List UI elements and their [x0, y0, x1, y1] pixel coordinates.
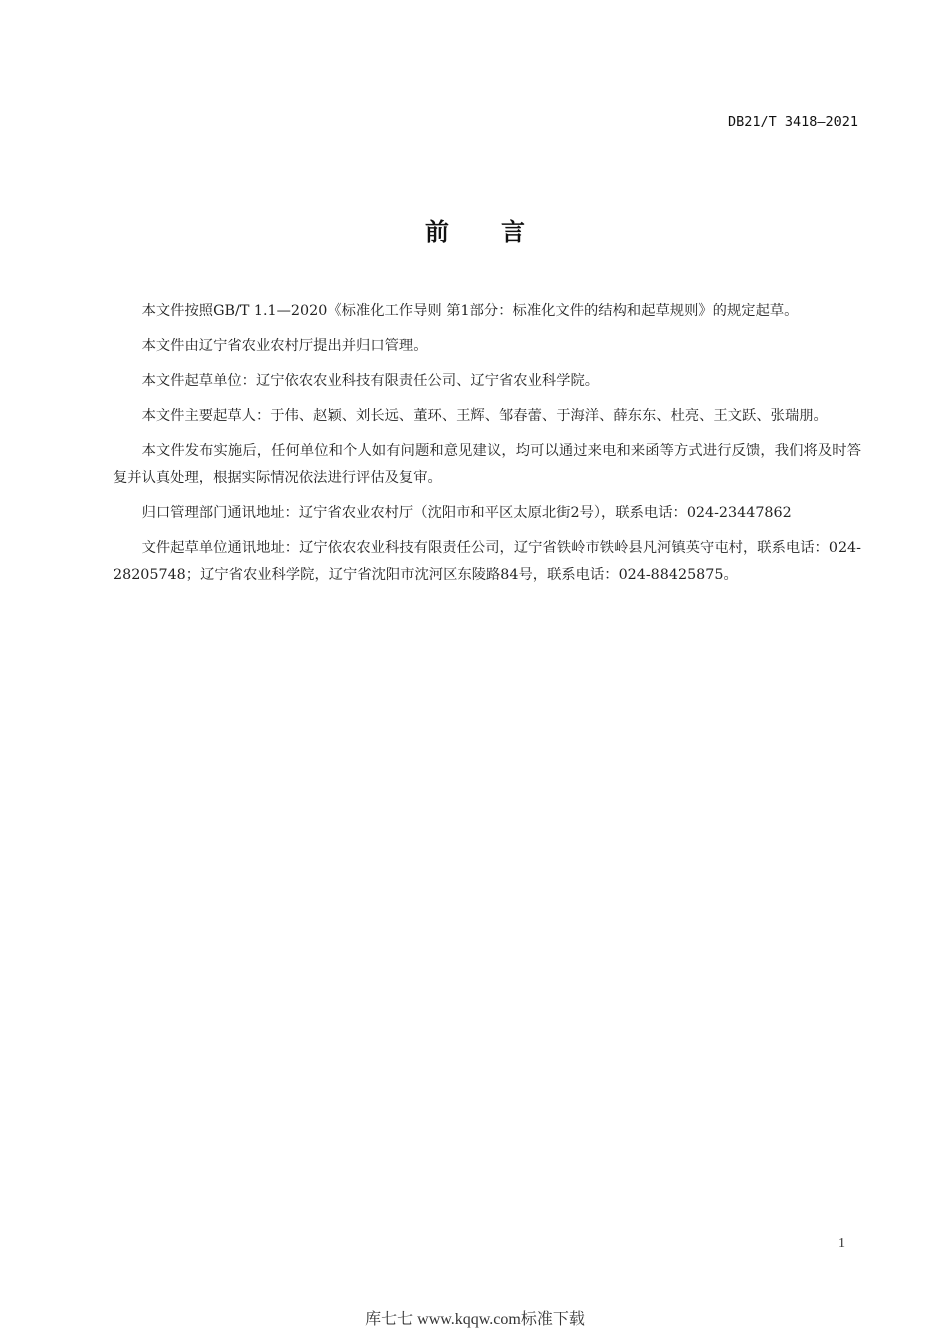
foreword-body: [113, 298, 861, 597]
page-number: 1: [838, 1236, 845, 1251]
paragraph-drafters: 本文件主要起草人：于伟、赵颖、刘长远、董环、王辉、邹春蕾、于海洋、薛东东、杜亮、王文跃、张瑞朋。: [141, 408, 828, 424]
title-char-2: 言: [501, 218, 525, 246]
paragraph-drafting-units: 本文件起草单位：辽宁依农农业科技有限责任公司、辽宁省农业科学院。: [141, 373, 600, 389]
title-char-1: 前: [425, 218, 449, 246]
paragraph-drafter-address: 文件起草单位通讯地址：辽宁依农农业科技有限责任公司，辽宁省铁岭市铁岭县凡河镇英守屯村，联系电话：024-28205748；辽宁省农业科学院，辽宁省沈阳市沈河区东陵路84号，联系电话：024-88425875。: [113, 540, 861, 583]
paragraph-admin-address: 归口管理部门通讯地址：辽宁省农业农村厅（沈阳市和平区太原北街2号），联系电话：024-23447862: [141, 505, 792, 521]
standard-code: DB21/T 3418—2021: [727, 114, 858, 130]
footer-watermark: 库七七 www.kqqw.com标准下载: [365, 1311, 585, 1328]
paragraph-feedback: 本文件发布实施后，任何单位和个人如有问题和意见建议，均可以通过来电和来函等方式进行反馈，我们将及时答复并认真处理，根据实际情况依法进行评估及复审。: [113, 443, 861, 486]
paragraph-proposer: 本文件由辽宁省农业农村厅提出并归口管理。: [141, 338, 428, 354]
paragraph-drafting-rules: 本文件按照GB/T 1.1—2020《标准化工作导则 第1部分：标准化文件的结构和起草规则》的规定起草。: [141, 303, 799, 319]
page-title: [0, 212, 950, 247]
